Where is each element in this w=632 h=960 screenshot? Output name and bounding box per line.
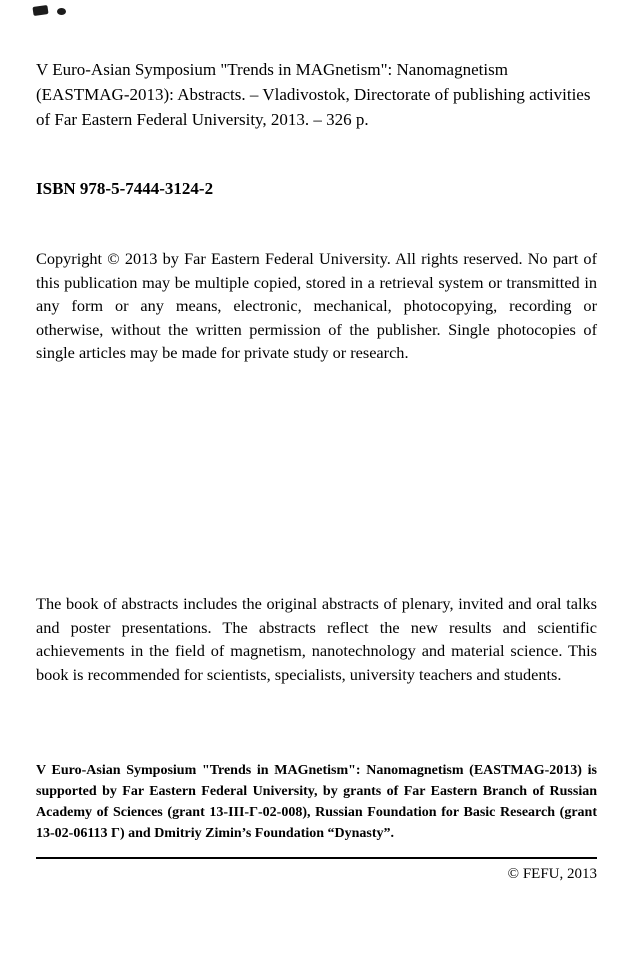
copyright-notice: Copyright © 2013 by Far Eastern Federal University. All rights reserved. No part of this publication may be multiple copied, stored in a retrieval system or transmitted in any form or any means, electronic, mechanical, photocopying, recording or otherwise, without the written permission of the publisher. Single photocopies of single articles may be made for private study or research.	[36, 249, 597, 363]
publisher-copyright: © FEFU, 2013	[507, 866, 597, 882]
footer-divider	[36, 857, 597, 859]
funding-note: V Euro-Asian Symposium "Trends in MAGnetism": Nanomagnetism (EASTMAG-2013) is supported by Far Eastern Federal University, by grants of Far Eastern Branch of Russian Academy of Sciences (grant 13-III-Г-02-008), Russian Foundation for Basic Research (grant 13-02-06113 Г) and Dmitriy Zimin’s Foundation “Dynasty”.	[36, 763, 597, 841]
abstract-description: The book of abstracts includes the original abstracts of plenary, invited and oral talks and poster presentations. The abstracts reflect the new results and scientific achievements in the field of magnetism, nanotechnology and material science. This book is recommended for scientists, specialists, university teachers and students.	[36, 594, 597, 684]
scan-artifact	[32, 5, 48, 16]
scan-artifact	[57, 8, 66, 15]
bibliographic-citation: V Euro-Asian Symposium "Trends in MAGnetism": Nanomagnetism (EASTMAG-2013): Abstracts. – Vladivostok, Directorate of publishing activities of Far Eastern Federal University, 2013. – 326 p.	[36, 60, 591, 129]
isbn-line: ISBN 978-5-7444-3124-2	[36, 179, 214, 198]
